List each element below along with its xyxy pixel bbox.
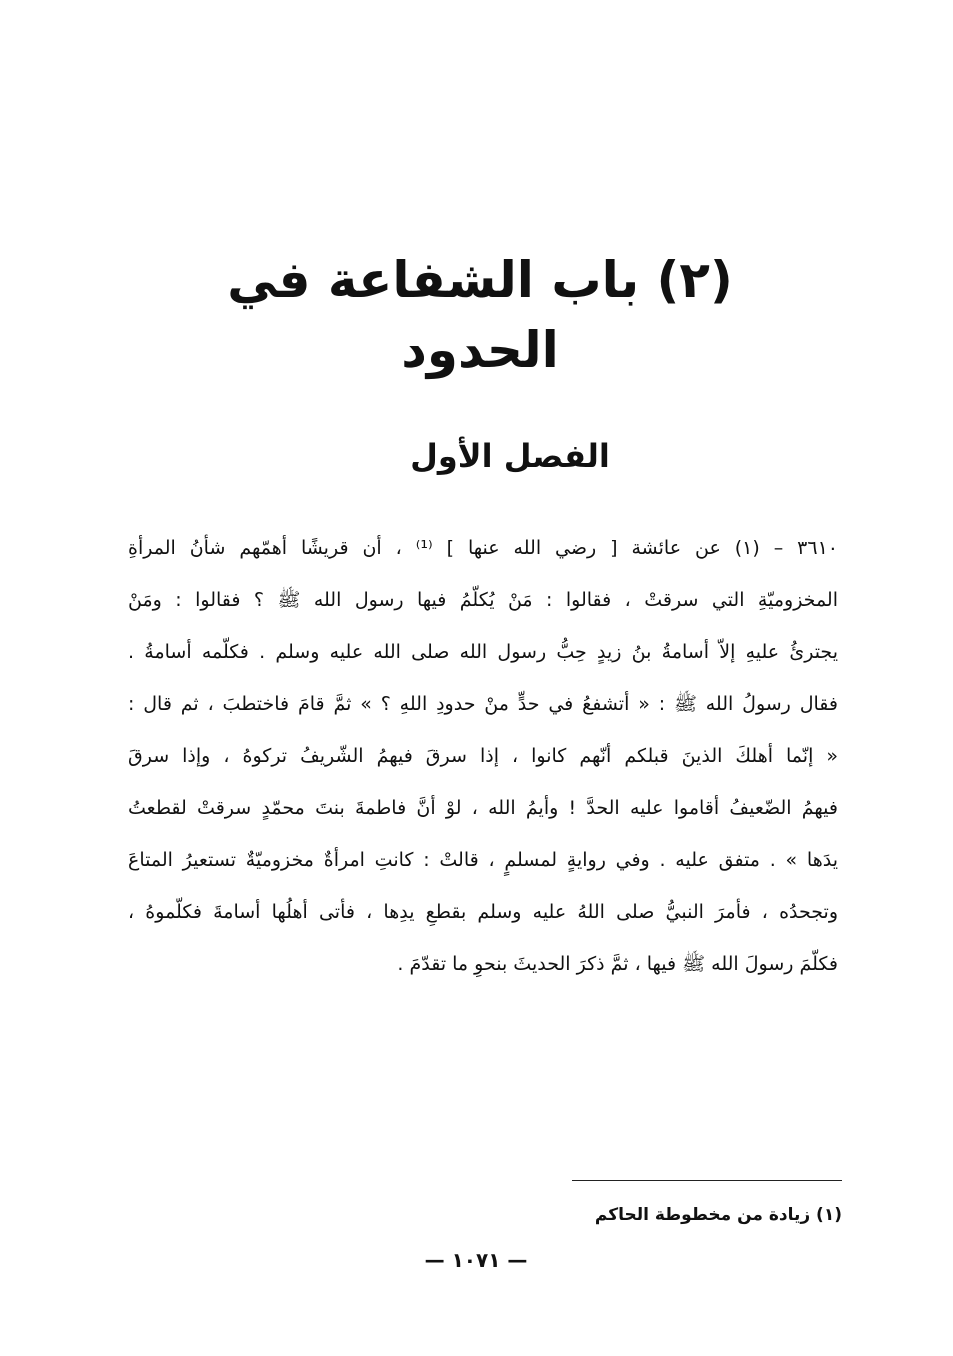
section-title: الفصل الأول — [410, 437, 610, 475]
hadith-line: « إنّما أهلكَ الذينَ قبلكم أنّهم كانوا ، إذا سرقَ فيهمُ الشّريفُ تركوهُ ، وإذا سرقَ — [128, 745, 838, 767]
hadith-line: وتجحدُه ، فأمرَ النبيُّ صلى اللهُ عليه وسلم بقطعِ يدِها ، فأتى أهلُها أسامةَ فكلّموهُ ، — [128, 901, 838, 923]
footnote: (١) زيادة من مخطوطة الحاكم — [594, 1205, 842, 1225]
hadith-line: يجترئُ عليهِ إلاّ أسامةُ بنُ زيدٍ حِبُّ رسول الله صلى الله عليه وسلم . فكلّمه أسامةُ . — [128, 641, 838, 663]
hadith-text — [128, 522, 838, 990]
hadith-line: فقال رسولُ الله ﷺ : « أتشفعُ في حدٍّ منْ حدودِ اللهِ ؟ » ثمَّ قامَ فاختطبَ ، ثم قال : — [128, 693, 838, 715]
hadith-line: فيهمُ الضّعيفُ أقاموا عليه الحدَّ ! وأيمُ الله ، لوْ أنَّ فاطمةَ بنتَ محمّدٍ سرقتْ لقطعتُ — [128, 797, 838, 819]
hadith-line: المخزوميّةِ التي سرقتْ ، فقالوا : مَنْ يُكلّمُ فيها رسول الله ﷺ ؟ فقالوا : ومَنْ — [128, 589, 838, 611]
hadith-line: فكلّمَ رسولَ الله ﷺ فيها ، ثمَّ ذكرَ الحديثَ بنحوِ ما تقدّمَ . — [397, 953, 838, 975]
hadith-line: يدَها » . متفق عليه . وفي روايةٍ لمسلمٍ ، قالتْ : كانتِ امرأةٌ مخزوميّةٌ تستعيرُ المتاعَ — [128, 849, 838, 871]
page-number: — ١٠٧١ — — [424, 1248, 528, 1272]
chapter-title: (٢) باب الشفاعة في الحدود — [227, 251, 733, 379]
footnote-divider — [572, 1180, 842, 1181]
hadith-line: ٣٦١٠ – (١) عن عائشة [ رضي الله عنها ] ⁽¹⁾ ، أن قريشًا أهمّهم شأنُ المرأةِ — [128, 537, 838, 559]
